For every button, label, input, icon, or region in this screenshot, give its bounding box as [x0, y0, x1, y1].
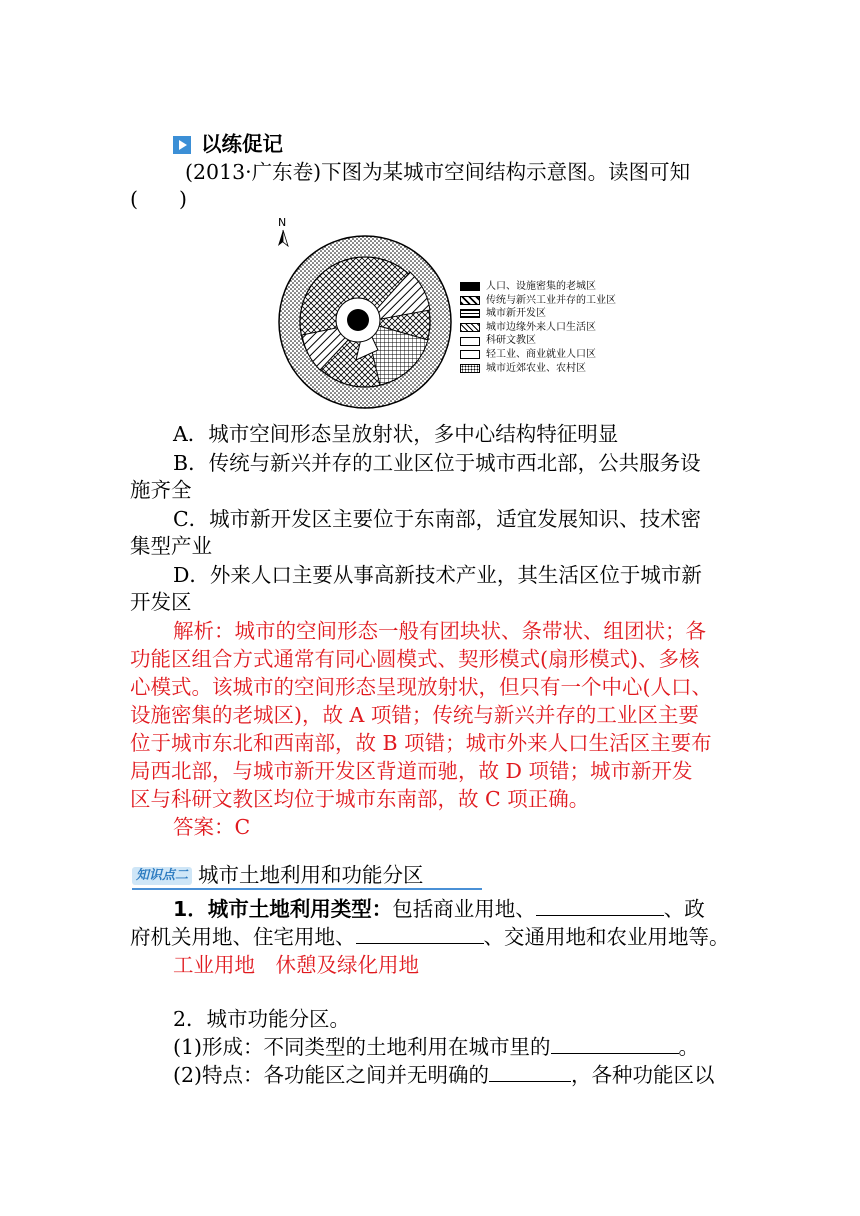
- knowledge-point-heading: [132, 862, 424, 889]
- analysis-line: 解析：城市的空间形态一般有团块状、条带状、组团状；各: [173, 619, 706, 643]
- legend-item: 城市近郊农业、农村区: [460, 362, 616, 376]
- old-town: [347, 309, 369, 331]
- legend: [460, 280, 616, 375]
- analysis-line: 位于城市东北和西南部，故 B 项错；城市外来人口生活区主要布: [130, 731, 712, 755]
- option-c-cont: 集型产业: [130, 534, 212, 558]
- legend-item: 科研文教区: [460, 334, 616, 348]
- option-a: A．城市空间形态呈放射状，多中心结构特征明显: [173, 422, 619, 446]
- blank: [489, 1081, 571, 1082]
- question-bracket: ( ): [130, 187, 187, 211]
- option-d: D．外来人口主要从事高新技术产业，其生活区位于城市新: [173, 563, 702, 587]
- legend-item: 轻工业、商业就业人口区: [460, 348, 616, 362]
- section1-answer: 工业用地 休憩及绿化用地: [173, 953, 419, 977]
- section2-title: 2．城市功能分区。: [173, 1007, 351, 1031]
- city-structure-diagram: [260, 210, 460, 410]
- section2-item1: (1)形成：不同类型的土地利用在城市里的 。: [173, 1035, 700, 1059]
- heading-underline: [132, 888, 482, 890]
- option-b: B．传统与新兴并存的工业区位于城市西北部，公共服务设: [173, 451, 701, 475]
- answer: 答案：C: [173, 815, 251, 839]
- analysis-line: 功能区组合方式通常有同心圆模式、契形模式(扇形模式)、多核: [130, 647, 700, 671]
- legend-item: 城市新开发区: [460, 307, 616, 321]
- knowledge-point-title: 城市土地利用和功能分区: [198, 863, 424, 887]
- question-stem: (2013·广东卷)下图为某城市空间结构示意图。读图可知: [185, 160, 691, 184]
- practice-heading: [173, 131, 283, 158]
- analysis-line: 设施密集的老城区)，故 A 项错；传统与新兴并存的工业区主要: [130, 703, 699, 727]
- option-b-cont: 施齐全: [130, 478, 192, 502]
- legend-item: 人口、设施密集的老城区: [460, 280, 616, 294]
- analysis-line: 区与科研文教区均位于城市东南部，故 C 项正确。: [130, 787, 590, 811]
- section1-line: 1．城市土地利用类型：包括商业用地、 、政: [173, 897, 705, 921]
- north-label: N: [278, 216, 287, 229]
- analysis-line: 心模式。该城市的空间形态呈现放射状，但只有一个中心(人口、: [130, 675, 712, 699]
- section2-item2: (2)特点：各功能区之间并无明确的 ，各种功能区以: [173, 1063, 715, 1087]
- practice-heading-text: 以练促记: [201, 132, 283, 156]
- section1-line2: 府机关用地、住宅用地、 、交通用地和农业用地等。: [130, 925, 730, 949]
- option-d-cont: 开发区: [130, 590, 192, 614]
- knowledge-point-badge: 知识点二: [132, 867, 192, 885]
- legend-item: 城市边缘外来人口生活区: [460, 321, 616, 335]
- play-icon: [173, 136, 191, 154]
- north-arrow-icon: [278, 230, 283, 246]
- option-c: C．城市新开发区主要位于东南部，适宜发展知识、技术密: [173, 507, 702, 531]
- blank: [356, 943, 484, 944]
- blank: [536, 915, 664, 916]
- analysis-line: 局西北部，与城市新开发区背道而驰，故 D 项错；城市新开发: [130, 759, 693, 783]
- legend-item: 传统与新兴工业并存的工业区: [460, 294, 616, 308]
- blank: [551, 1053, 679, 1054]
